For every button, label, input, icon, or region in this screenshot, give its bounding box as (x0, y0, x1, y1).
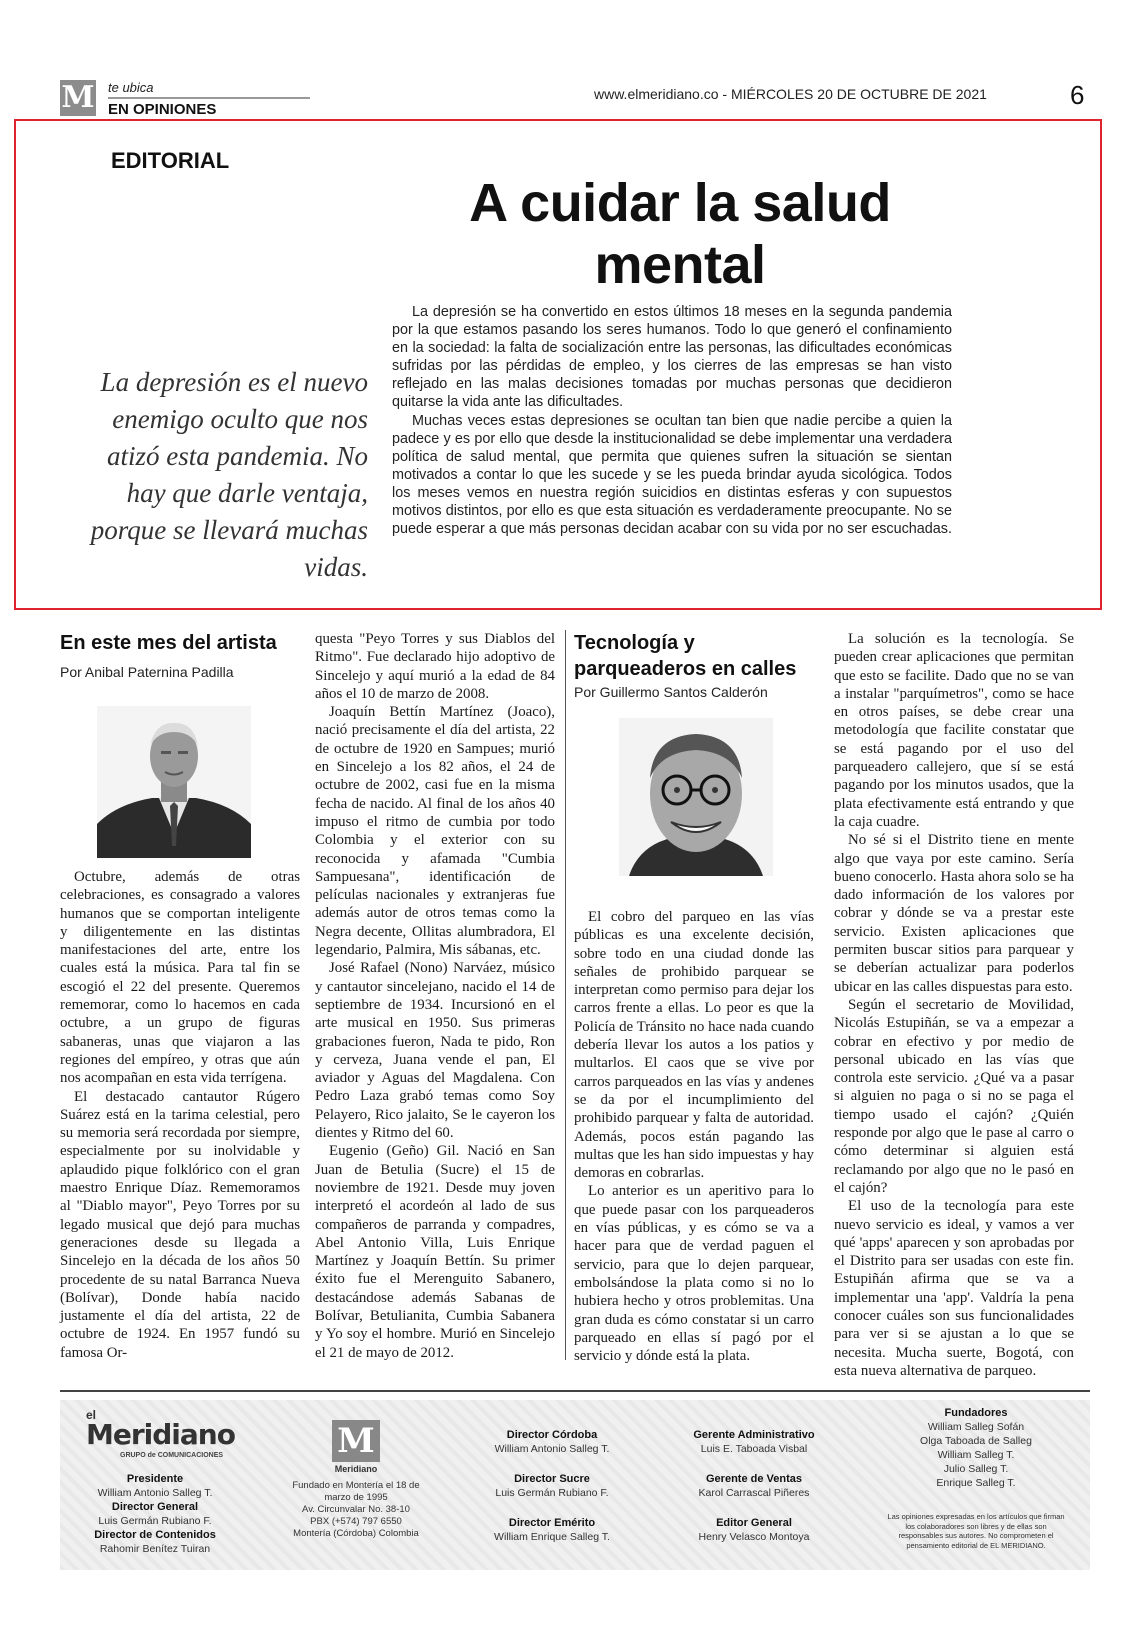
editor-general-name: Henry Velasco Montoya (698, 1531, 810, 1543)
article2-paragraph: Según el secretario de Movilidad, Nicolás Estupiñán, se va a empezar a cobrar en efectivo y por medio de personal ubicado en las vías que controla este servicio. ¿Qué va a pasar si alguien no paga o si no se paga el tiempo usado el cajón? ¿Quién responde por algo que le pase al carro o cómo determinar si alguien está reclamando por algo que no le pasó en el cajón? (834, 996, 1074, 1196)
article1-paragraph: Octubre, además de otras celebraciones, es consagrado a valores humanos que se comportan inteligente y diligentemente en las distintas manifestaciones del arte, entre los cuales está la música. Para tal fin se escogió el 22 del presente. Queremos rememorar, como lo hacemos en cada octubre, a un grupo de figuras sabaneras, unas que viajaron a las regiones del empíreo, y otras que aún nos acompañan en esta vida terrígena. (60, 869, 300, 1087)
editorial-paragraph: Muchas veces estas depresiones se ocultan tan bien que nadie percibe a quien la padece y es por ello que desde la institucionalidad se debe implementar una verdadera política de salud mental, que permita que quienes sufren la situación se sientan motivados a contar lo que les sucede y se les pueda brindar ayuda sicológica. Todos los meses vemos en nuestra región suicidios en distintas esferas y con supuestos motivos distintos, por ello es que esta situación es verdaderamente preocupante. No se puede esperar a que más personas decidan acabar con su vida por no ser escuchadas. (392, 412, 952, 538)
gerente-ventas-name: Karol Carrascal Piñeres (698, 1487, 810, 1499)
director-general-name: Luis Germán Rubiano F. (98, 1515, 212, 1527)
article1-paragraph: Eugenio (Geño) Gil. Nació en San Juan de Betulia (Sucre) el 15 de noviembre de 1921. Desde muy joven interpretó el acordeón al lado de sus compañeros de parranda y compadres, Abel Antonio Villa, Luis Enrique Martínez y Joaquín Bettín. Su primer éxito fue el Merenguito Sabanero, destacándose además Sabanas de Bolívar, Betulianita, Cumbia Sabanera y Yo soy el hombre. Murió en Sincelejo el 21 de mayo de 2012. (315, 1143, 555, 1361)
founder-name: Julio Salleg T. (943, 1463, 1009, 1475)
article1-byline: Por Anibal Paternina Padilla (60, 664, 234, 680)
article2-byline: Por Guillermo Santos Calderón (574, 684, 768, 700)
article1-paragraph: El destacado cantautor Rúgero Suárez está en la tarima celestial, pero su memoria será recordada por siempre, especialmente por su inolvidable y aplaudido pique folklórico con el gran maestro Enrique Díaz. Rememoramos al "Diablo mayor", Peyo Torres por su legado musical que dejó para muchas generaciones desde su llegada a Sincelejo en la década de los años 50 procedente de su natal Barranca Nueva (Bolívar), Donde había nacido justamente el día del artista, 22 de octubre de 1924. En 1957 fundó su famosa Or- (60, 1088, 300, 1361)
director-emerito-name: William Enrique Salleg T. (494, 1531, 610, 1543)
meridiano-small-logo: M (332, 1420, 380, 1462)
brand-subtitle: GRUPO de COMUNICACIONES (120, 1452, 224, 1459)
article1-paragraph: Joaquín Bettín Martínez (Joaco), nació precisamente el día del artista, 22 de octubre de 1920 en Sampues; murió en Sincelejo a los 82 años, el 24 de octubre de 2002, casi fue en la misma fecha de nacido. Al final de los años 40 impuso el ritmo de cumbia por todo Colombia y el exterior con su reconocida y afamada "Cumbia Sampuesana", identificación de películas nacionales y extranjeras fue además autor de otros temas como la Negra decente, Ollitas alumbradora, El legendario, Palmira, Mis sábanas, etc. (315, 704, 555, 959)
meridiano-brand-logo: Meridiano (86, 1418, 235, 1451)
footer-founders-block (886, 1406, 1066, 1490)
author-photo-paternina (97, 706, 251, 858)
meridiano-logo: M (61, 80, 95, 115)
editorial-paragraph: La depresión se ha convertido en estos últimos 18 meses en la segunda pandemia por la que estamos pasando los seres humanos. Todo lo que generó el confinamiento en la sociedad: la falta de socialización entre las personas, las dificultades económicas sufridas por las pérdidas de empleo, y los cierres de las empresas se han visto reflejado en las malas decisiones tomadas por muchas personas que decidieron quitarse la vida ante las dificultades. (392, 304, 952, 411)
president-title: Presidente (126, 1473, 184, 1485)
editorial-label: EDITORIAL (111, 148, 230, 173)
director-cordoba-title: Director Córdoba (506, 1429, 598, 1441)
director-general-title: Director General (111, 1501, 199, 1513)
gerente-ventas-title: Gerente de Ventas (706, 1473, 802, 1485)
article1-paragraph: questa "Peyo Torres y sus Diablos del Ritmo". Fue declarado hijo adoptivo de Sincelejo y aquí murió a la edad de 84 años el 10 de marzo de 2008. (315, 631, 555, 702)
url-date: www.elmeridiano.co - MIÉRCOLES 20 DE OCTUBRE DE 2021 (594, 86, 987, 102)
footer-management-block (674, 1428, 834, 1544)
address-text: Av. Circunvalar No. 38-10 (302, 1504, 410, 1515)
footer-directors-block (70, 1472, 240, 1556)
section-name: EN OPINIONES (108, 101, 217, 118)
footer-regional-block (472, 1428, 632, 1544)
masthead-footer (60, 1400, 1090, 1570)
founder-name: William Salleg Sofán (927, 1421, 1025, 1433)
author-photo-santos (619, 718, 773, 876)
article1-paragraph: José Rafael (Nono) Narváez, músico y cantautor sincelejano, nacido el 14 de septiembre de 1934. Incursionó en el arte musical en 1950. Sus primeras grabaciones fueron, Nada te pido, Ron y cerveza, Juana vende el pan, El aviador y Aguas del Magdalena. Con Pedro Laza grabó temas como Soy Pelayero, Rico jalaito, Se le cayeron los dientes y Ritmo del 60. (315, 960, 555, 1142)
footer-rule (60, 1390, 1090, 1392)
article2-paragraph: El cobro del parqueo en las vías públicas es una excelente decisión, sobre todo en una ciudad donde las señales de prohibido parquear se interpretan como permiso para dejar los carros frente a ellas. Lo peor es que la Policía de Tránsito no hace nada cuando debería llevar los autos a los patios y multarlos. El caos que se vive por carros parqueados en las vías y andenes se da por el incumplimiento del prohibido parquear y falta de autoridad. Además, pocos están pagando las multas que les han sido impuestas y hay demoras en cobrarlas. (574, 909, 814, 1182)
editorial-pull-quote: La depresión es el nuevo enemigo oculto que nos atizó esta pandemia. No hay que darle ventaja, porque se llevará muchas vidas. (90, 367, 368, 582)
director-emerito-title: Director Emérito (508, 1517, 596, 1529)
founder-name: William Salleg T. (937, 1449, 1015, 1461)
director-sucre-title: Director Sucre (514, 1473, 590, 1485)
article1-column-1 (60, 868, 300, 1362)
editorial-title: A cuidar la salud mental (469, 173, 891, 295)
article2-column-1 (574, 908, 814, 1365)
article2-paragraph: El uso de la tecnología para este nuevo servicio es ideal, y vamos a ver qué 'apps' aparecen y son aprobadas por el Distrito para ser usadas con este fin. Estupiñán afirma que se va a implementar una 'app'. Valdría la pena conocer cuáles son sus funcionalidades para ver si se ajustan a lo que se necesita. Mucha suerte, Bogotá, con esta nueva alternativa de parqueo. (834, 1198, 1074, 1379)
editorial-body (392, 303, 952, 538)
footer-disclaimer: Las opiniones expresadas en los artículos que firman los colaboradores son libres y de ellas son responsables sus autores. No comprometen el pensamiento editorial de EL MERIDIANO. (887, 1512, 1065, 1550)
page-number: 6 (1070, 80, 1085, 110)
director-contenidos-name: Rahomir Benítez Tuiran (99, 1543, 211, 1555)
article1-column-2 (315, 630, 555, 1362)
header-tagline: te ubica (108, 80, 154, 95)
director-cordoba-name: William Antonio Salleg T. (494, 1443, 610, 1455)
footer-address-block (286, 1480, 426, 1540)
brand-el: el (86, 1408, 97, 1422)
editor-general-title: Editor General (716, 1517, 792, 1529)
gerente-administrativo-name: Luis E. Taboada Visbal (700, 1443, 808, 1455)
header-rule (108, 97, 310, 99)
phone-text: PBX (+574) 797 6550 (310, 1516, 402, 1527)
director-sucre-name: Luis Germán Rubiano F. (495, 1487, 609, 1499)
column-divider (565, 630, 566, 1360)
founder-name: Olga Taboada de Salleg (920, 1435, 1032, 1447)
article2-title: Tecnología y parqueaderos en calles (574, 632, 797, 680)
founder-name: Enrique Salleg T. (936, 1477, 1016, 1489)
founded-text: Fundado en Montería el 18 de marzo de 1995 (292, 1480, 420, 1503)
small-logo-name: Meridiano (334, 1464, 378, 1474)
article2-column-2 (834, 630, 1074, 1380)
article2-paragraph: Lo anterior es un aperitivo para lo que puede pasar con los parqueaderos en vías públicas, y es cómo se va a hacer para que de verdad paguen el servicio, para que lo dejen parquear, embolsándose la plata como si no lo hubiera hecho y otros problemitas. Una gran duda es cómo constatar si un carro parqueado en ellas sí pagó por el servicio y dónde está la plata. (574, 1183, 814, 1365)
article2-paragraph: No sé si el Distrito tiene en mente algo que vaya por este camino. Sería bueno conocerlo. Hasta ahora solo se ha dado información de los valores por cobrar y dónde se va a prestar este servicio. Existen aplicaciones que permiten buscar sitios para parquear y se deberían actualizar para poderlos ubicar en las calles dispuestas para esto. (834, 832, 1074, 995)
fundadores-title: Fundadores (944, 1407, 1008, 1419)
gerente-administrativo-title: Gerente Administrativo (693, 1429, 815, 1441)
president-name: William Antonio Salleg T. (97, 1487, 213, 1499)
article1-title: En este mes del artista (60, 632, 277, 654)
article2-paragraph: La solución es la tecnología. Se pueden crear aplicaciones que permitan que esto se facilite. Dado que no se van a instalar "parquímetros", como se hace en otros países, se debe crear una metodología que facilite constatar que se está pagando por el uso del parqueadero callejero, que sí se está pagando por los minutos usados, que la plata efectivamente está entrando y que la caja cuadre. (834, 631, 1074, 830)
director-contenidos-title: Director de Contenidos (94, 1529, 216, 1541)
city-text: Montería (Córdoba) Colombia (293, 1528, 419, 1539)
